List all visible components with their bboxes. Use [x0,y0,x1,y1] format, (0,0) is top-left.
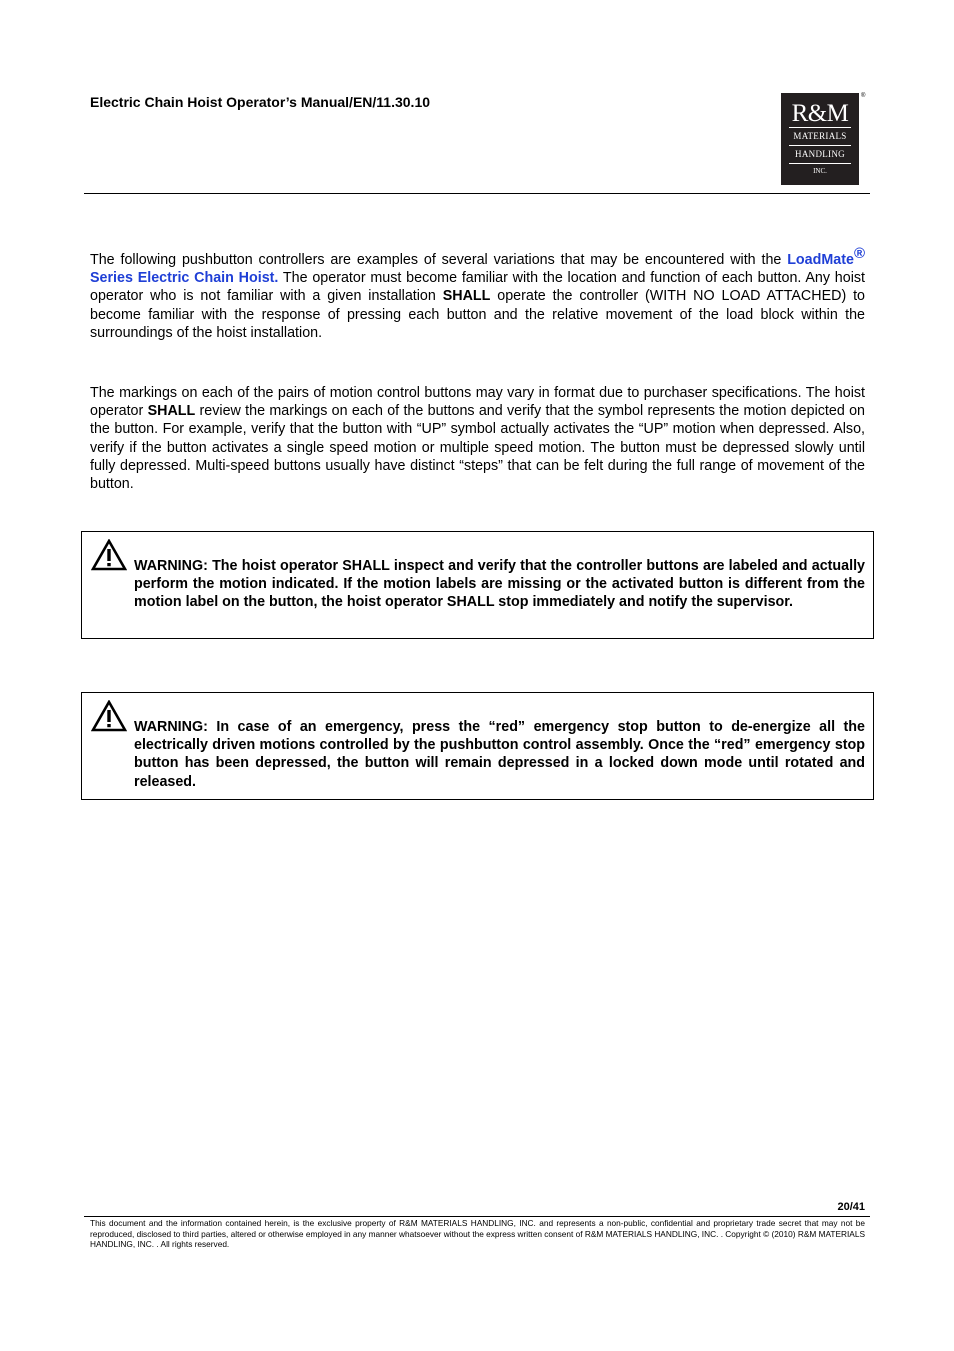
warning-text: WARNING: In case of an emergency, press the “red” emergency stop button to de-energize all the electrically driven motions controlled by the pushbutton control assembly. Once the “red” emergency stop button has been depressed, the button will remain depressed in a locked down mode until rotated and released. [134,719,865,790]
warning-box-emergency [81,692,874,800]
page-number: 20/41 [837,1201,865,1213]
footer-divider [84,1216,870,1217]
para2-text-b: review the markings on each of the buttons and verify that the symbol represents the motion depicted on the button. For example, verify that the button with “UP” symbol actually activates the “UP” motion when depressed. Also, verify if the button activates a single speed motion or multiple speed motion. The button must be depressed slowly until fully depressed. Multi-speed buttons usually have distinct “steps” that can be felt during the full range of movement of the button. [90,403,865,493]
warning-triangle-icon [91,539,127,571]
markings-paragraph [90,384,865,493]
logo-inc: INC. [813,167,827,175]
shall-emphasis: SHALL [147,403,196,420]
brand-registered-mark: ® [853,245,865,262]
logo-handling: HANDLING [795,149,845,159]
footer-legal: This document and the information contained herein, is the exclusive property of R&M MATERIALS HANDLING, INC. and represents a non-public, confidential and proprietary trade secret that may not be reproduced, disclosed to third parties, altered or otherwise employed in any manner whatsoever without the express written consent of R&M MATERIALS HANDLING, INC. . Copyright © (2010) R&M MATERIALS HANDLING, INC. . All rights reserved. [90,1218,865,1250]
logo-registered-mark: ® [861,93,866,99]
para2-text-a: The markings on each of the pairs of motion control buttons may vary in format due to purchaser specifications. The hoist operator [90,385,865,420]
para1-text-a: The operator must become familiar with the location and function of each button. Any hoist operator who is not familiar with a given installation [90,270,865,305]
series-text: Series Electric Chain Hoist. [90,270,279,287]
document-title: Electric Chain Hoist Operator’s Manual/EN/11.30.10 [90,94,431,110]
warning-text: WARNING: The hoist operator SHALL inspect and verify that the controller buttons are labeled and actually perform the motion indicated. If the motion labels are missing or the activated button is different from the motion label on the button, the hoist operator SHALL stop immediately and notify the supervisor. [134,558,865,611]
logo-materials: MATERIALS [793,131,847,141]
intro-text: The following pushbutton controllers are examples of several variations that may be encountered with the [90,252,788,268]
warning-triangle-icon [91,700,127,732]
header-divider [84,193,870,194]
logo-rm-text: R&M [791,100,849,127]
brand-text: LoadMate [787,252,854,268]
shall-emphasis: SHALL [442,288,491,305]
rm-logo [781,93,859,185]
intro-paragraph [90,245,865,342]
para1-text-b: operate the controller (WITH NO LOAD ATTACHED) to become familiar with the response of pressing each button and the relative movement of the load block within the surroundings of the hoist installation. [90,288,865,341]
warning-box-inspect [81,531,874,639]
